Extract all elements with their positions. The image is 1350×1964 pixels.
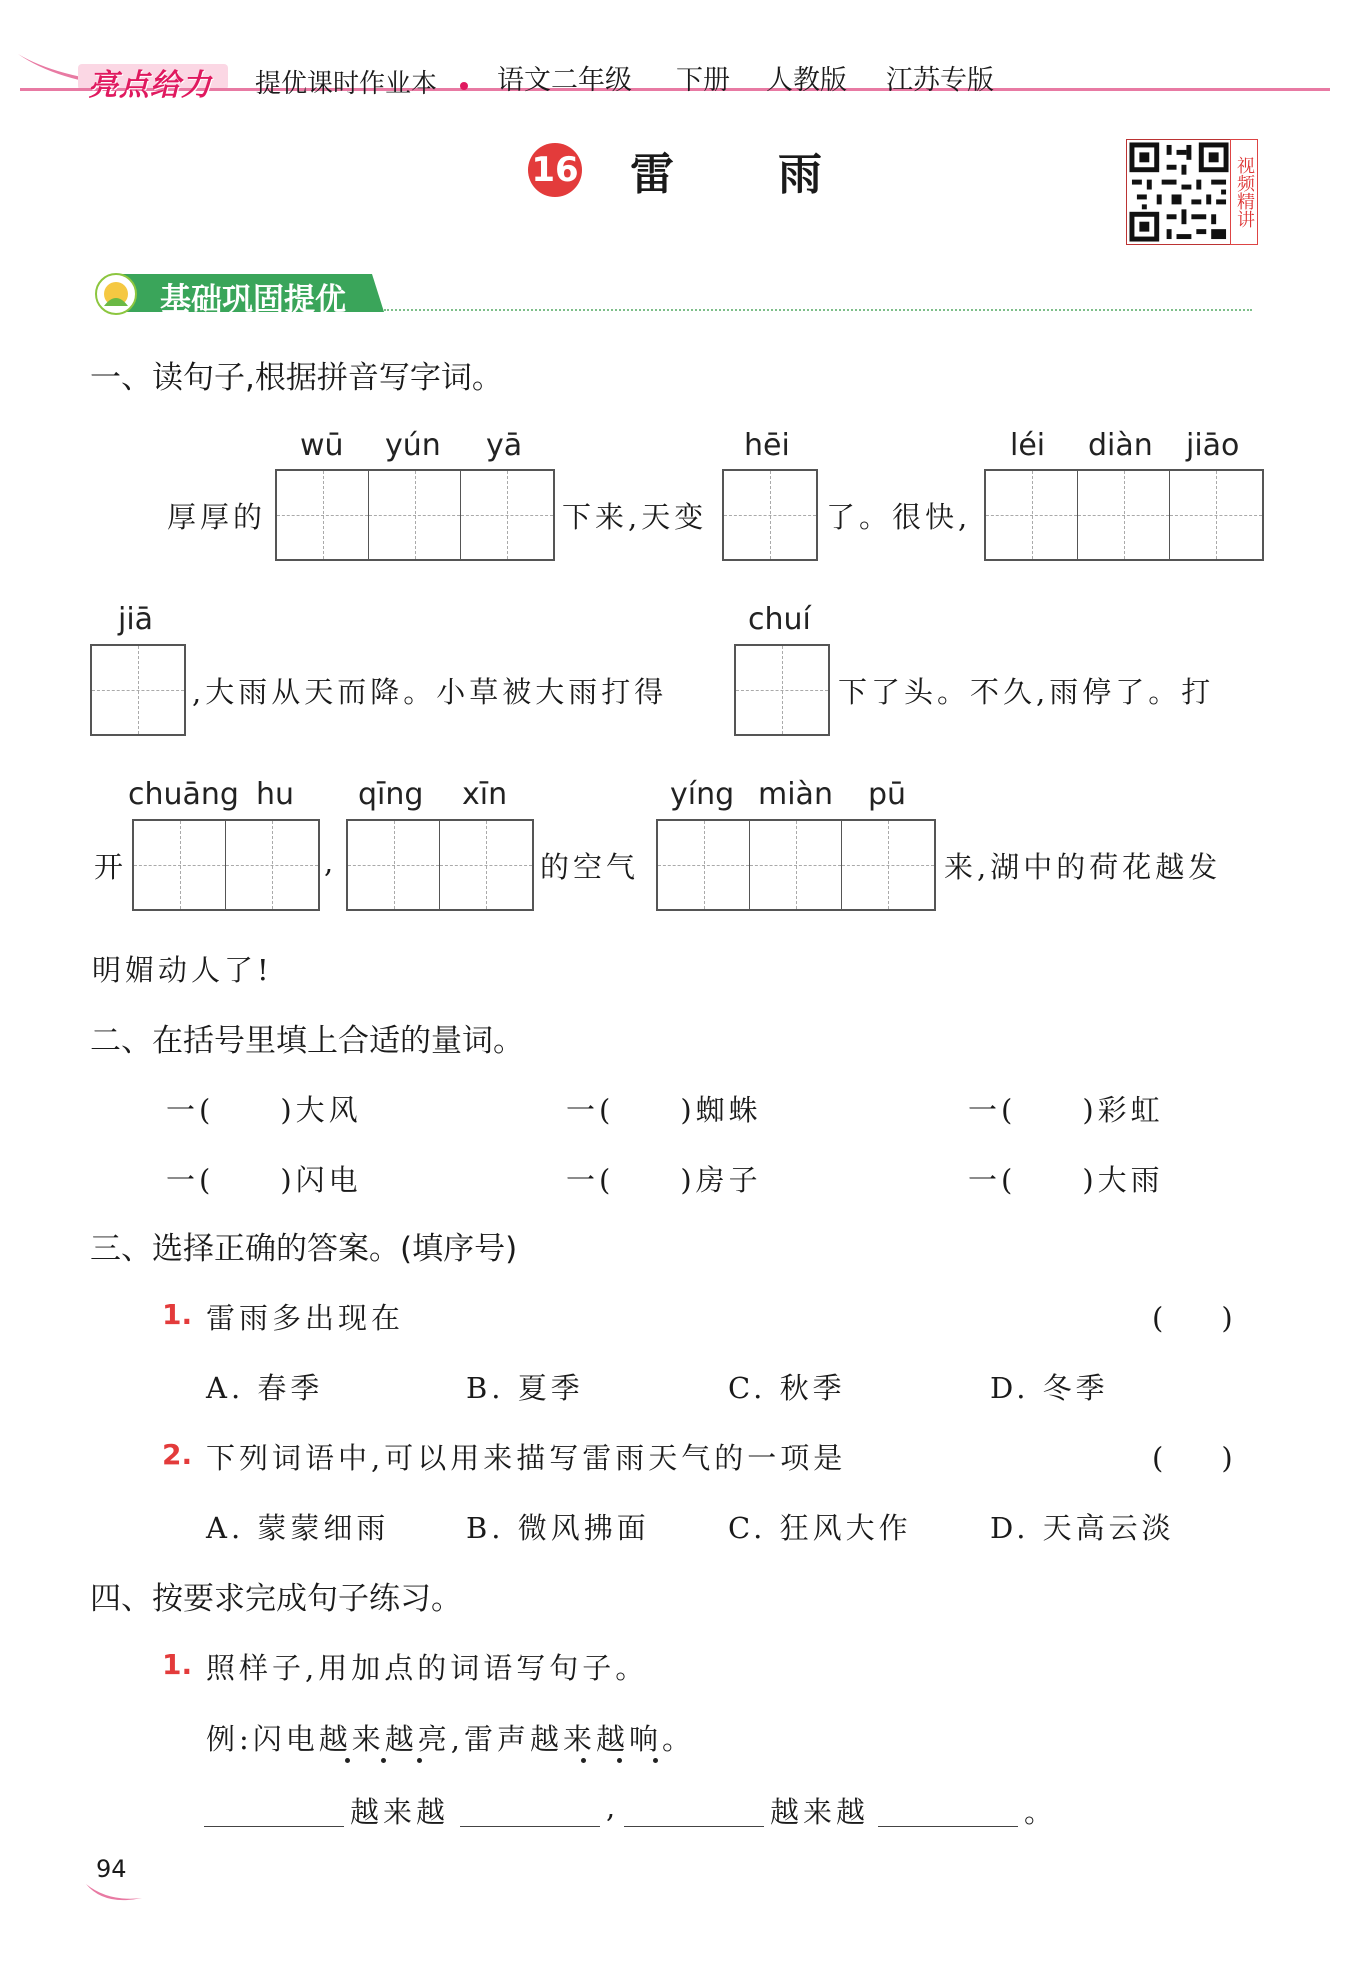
- answer-blank-4[interactable]: [878, 1826, 1018, 1827]
- q1-text-l2b: 下了头。不久,雨停了。打: [838, 675, 1215, 709]
- pinyin-hu: hu: [256, 777, 295, 812]
- header-rule: [20, 88, 1330, 91]
- pinyin-ying: yíng: [670, 777, 735, 812]
- q3-item2-answer-bracket[interactable]: ( ): [1152, 1441, 1233, 1475]
- q1-text-l1a: 厚厚的: [167, 500, 267, 534]
- q2-item-2[interactable]: 一( )蜘蛛: [566, 1093, 762, 1127]
- q4-fill-a: 越来越: [350, 1795, 450, 1829]
- q1-title: 一、读句子,根据拼音写字词。: [90, 360, 503, 396]
- pinyin-chuang: chuāng: [128, 777, 239, 812]
- answer-grid-yingmianpu[interactable]: [656, 819, 936, 911]
- answer-grid-hei[interactable]: [722, 469, 818, 561]
- q4-fill-b: 越来越: [770, 1795, 870, 1829]
- pinyin-mian: miàn: [758, 777, 833, 812]
- q1-text-l1c: 了。很快,: [826, 500, 972, 534]
- q3-item2-stem: 下列词语中,可以用来描写雷雨天气的一项是: [206, 1441, 847, 1475]
- q4-fill-end: 。: [1024, 1795, 1058, 1829]
- q1-text-l2a: ,大雨从天而降。小草被大雨打得: [192, 675, 668, 709]
- q1-text-l1b: 下来,天变: [562, 500, 708, 534]
- q3-item1-option-c[interactable]: C. 秋季: [728, 1371, 846, 1405]
- emphasis-dot: [617, 1758, 622, 1763]
- q4-title: 四、按要求完成句子练习。: [90, 1581, 462, 1617]
- q3-title: 三、选择正确的答案。(填序号): [90, 1231, 518, 1267]
- q3-item1-stem: 雷雨多出现在: [206, 1301, 405, 1335]
- q3-item1-answer-bracket[interactable]: ( ): [1152, 1301, 1233, 1335]
- pinyin-ya: yā: [486, 428, 523, 463]
- page-number: 94: [96, 1855, 127, 1883]
- q4-fill-comma: ,: [606, 1790, 620, 1824]
- answer-grid-wuyunya[interactable]: [275, 469, 555, 561]
- answer-grid-chui[interactable]: [734, 644, 830, 736]
- header-subject: 语文二年级: [497, 65, 632, 96]
- answer-grid-qingxin[interactable]: [346, 819, 534, 911]
- q2-item-5[interactable]: 一( )房子: [566, 1163, 762, 1197]
- emphasis-dot: [381, 1758, 386, 1763]
- page-number-swoosh: [84, 1880, 144, 1906]
- lesson-number-badge: 16: [528, 143, 582, 197]
- emphasis-dot: [345, 1758, 350, 1763]
- lesson-title-char-1: 雷: [630, 149, 674, 200]
- q4-example: 例:闪电越来越亮,雷声越来越响。: [206, 1722, 695, 1756]
- answer-blank-2[interactable]: [460, 1826, 600, 1827]
- pinyin-hei: hēi: [744, 428, 790, 463]
- header-region: 江苏专版: [886, 65, 994, 96]
- answer-blank-1[interactable]: [204, 1826, 344, 1827]
- emphasis-dot: [581, 1758, 586, 1763]
- answer-blank-3[interactable]: [624, 1826, 764, 1827]
- pinyin-qing: qīng: [358, 777, 424, 812]
- q2-item-6[interactable]: 一( )大雨: [968, 1163, 1164, 1197]
- q1-text-l4: 明媚动人了!: [92, 953, 273, 987]
- pinyin-wu: wū: [300, 428, 344, 463]
- q2-item-1[interactable]: 一( )大风: [166, 1093, 362, 1127]
- brand-logo: 亮点给力: [88, 68, 212, 103]
- pinyin-chui: chuí: [748, 602, 811, 637]
- q4-item1-number: 1.: [162, 1648, 193, 1681]
- banner-dotted-rule: [384, 309, 1252, 311]
- answer-grid-chuanghu[interactable]: [132, 819, 320, 911]
- q3-item2-option-c[interactable]: C. 狂风大作: [728, 1511, 912, 1545]
- header-dot: [460, 82, 468, 90]
- q2-title: 二、在括号里填上合适的量词。: [90, 1023, 524, 1059]
- q2-item-3[interactable]: 一( )彩虹: [968, 1093, 1164, 1127]
- header-volume: 下册: [676, 65, 730, 96]
- emphasis-dot: [653, 1758, 658, 1763]
- pinyin-jia: jiā: [118, 602, 154, 637]
- q4-item1-stem: 照样子,用加点的词语写句子。: [206, 1651, 649, 1685]
- pinyin-dian: diàn: [1088, 428, 1153, 463]
- q2-item-4[interactable]: 一( )闪电: [166, 1163, 362, 1197]
- pinyin-yun: yún: [385, 428, 441, 463]
- q3-item1-number: 1.: [162, 1298, 193, 1331]
- q3-item1-option-b[interactable]: B. 夏季: [466, 1371, 584, 1405]
- emphasis-dot: [417, 1758, 422, 1763]
- q1-text-l3b: ,: [324, 845, 338, 879]
- q1-text-l3d: 来,湖中的荷花越发: [944, 850, 1222, 884]
- lesson-title-char-2: 雨: [778, 149, 822, 200]
- series-name: 提优课时作业本: [255, 69, 438, 99]
- q1-text-l3c: 的空气: [540, 850, 640, 884]
- answer-grid-jia[interactable]: [90, 644, 186, 736]
- q3-item2-option-d[interactable]: D. 天高云淡: [990, 1511, 1175, 1545]
- header-edition: 人教版: [766, 65, 847, 96]
- q1-text-l3a: 开: [94, 850, 128, 884]
- answer-grid-leidianjiao[interactable]: [984, 469, 1264, 561]
- pinyin-jiao: jiāo: [1186, 428, 1240, 463]
- qr-code-icon[interactable]: [1126, 139, 1232, 245]
- pinyin-pu: pū: [868, 777, 907, 812]
- q3-item2-option-a[interactable]: A. 蒙蒙细雨: [206, 1511, 390, 1545]
- pinyin-lei: léi: [1010, 428, 1046, 463]
- qr-video-label: 视频精讲: [1230, 139, 1258, 245]
- q3-item1-option-d[interactable]: D. 冬季: [990, 1371, 1109, 1405]
- q3-item1-option-a[interactable]: A. 春季: [206, 1371, 324, 1405]
- q3-item2-option-b[interactable]: B. 微风拂面: [466, 1511, 650, 1545]
- q3-item2-number: 2.: [162, 1438, 193, 1471]
- pinyin-xin: xīn: [462, 777, 508, 812]
- section-banner-title: 基础巩固提优: [160, 282, 346, 318]
